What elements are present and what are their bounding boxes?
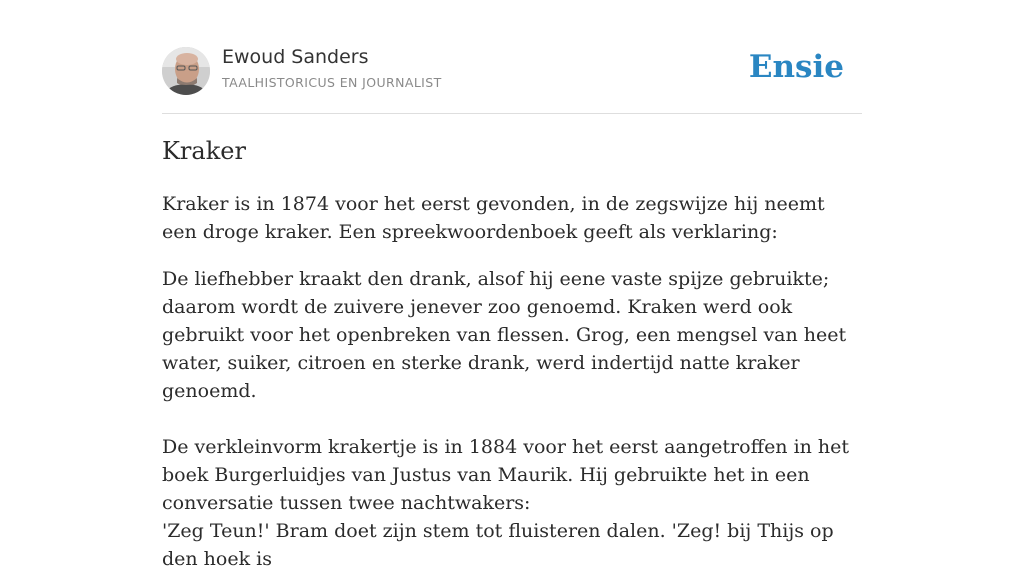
ensie-logo[interactable]: Ensie — [748, 49, 844, 85]
avatar[interactable] — [162, 47, 210, 95]
article-quote — [162, 265, 862, 573]
article-title: Kraker — [162, 137, 246, 165]
author-role: TAALHISTORICUS EN JOURNALIST — [222, 75, 442, 90]
article-intro: Kraker is in 1874 voor het eerst gevonden, in de zegswijze hij neemt een droge kraker. Een spreekwoordenboek geeft als verklaring: — [162, 193, 825, 243]
quote-paragraph: De liefhebber kraakt den drank, alsof hij eene vaste spijze gebruikte; daarom wordt de zuivere jenever zoo genoemd. Kraken werd ook gebruikt voor het openbreken van flessen. Grog, een mengsel van heet water, suiker, citroen en sterke drank, werd indertijd natte kraker genoemd. — [162, 268, 847, 402]
author-name[interactable]: Ewoud Sanders — [222, 46, 369, 68]
article-header — [162, 0, 862, 114]
quote-paragraph: De verkleinvorm krakertje is in 1884 voor het eerst aangetroffen in het boek Burgerluidjes van Justus van Maurik. Hij gebruikte het in een conversatie tussen twee nachtwakers: — [162, 436, 850, 514]
article-container — [162, 0, 862, 570]
quote-paragraph: 'Zeg Teun!' Bram doet zijn stem tot fluisteren dalen. 'Zeg! bij Thijs op den hoek is — [162, 520, 834, 570]
